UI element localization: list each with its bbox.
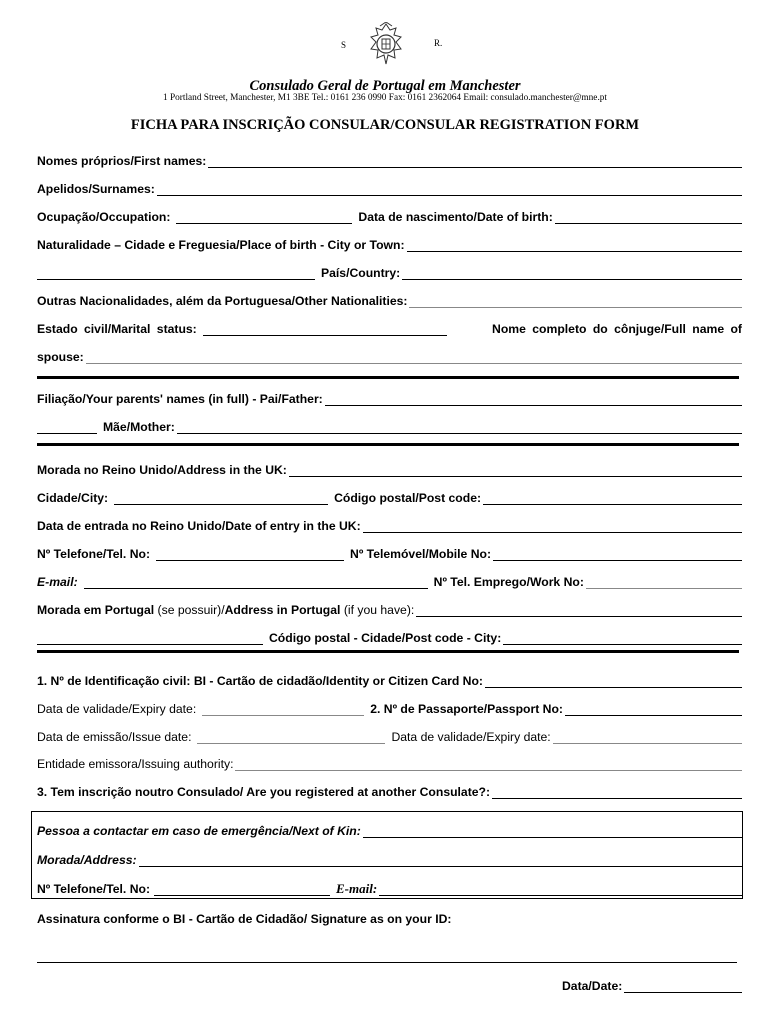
first-names-row — [37, 154, 742, 168]
portugal-address-label: Morada em Portugal — [37, 603, 155, 617]
emergency-address-label: Morada/Address: — [37, 853, 137, 867]
country-field[interactable] — [402, 268, 742, 280]
date-field[interactable] — [624, 981, 742, 993]
date-of-birth-label: Data de nascimento/Date of birth: — [358, 210, 553, 224]
other-nationalities-label: Outras Nacionalidades, além da Portuguesa/Other Nationalities: — [37, 294, 408, 308]
seal-letter-left: S — [341, 40, 347, 50]
date-label: Data/Date: — [562, 979, 623, 993]
mother-row — [37, 420, 742, 434]
place-of-birth-label: Naturalidade – Cidade e Freguesia/Place of birth - City or Town: — [37, 238, 405, 252]
spouse-label: spouse: — [37, 350, 84, 364]
city-label: Cidade/City: — [37, 491, 109, 505]
signature-row — [37, 912, 742, 926]
issuing-authority-row — [37, 757, 742, 771]
date-of-entry-row — [37, 519, 742, 533]
father-label: Filiação/Your parents' names (in full) - Pai/Father: — [37, 392, 323, 406]
date-of-entry-label: Data de entrada no Reino Unido/Date of entry in the UK: — [37, 519, 361, 533]
issue-expiry-row — [37, 730, 742, 744]
first-names-field[interactable] — [208, 156, 742, 168]
email-field[interactable] — [84, 577, 428, 589]
occupation-label: Ocupação/Occupation: — [37, 210, 171, 224]
uk-address-label: Morada no Reino Unido/Address in the UK: — [37, 463, 287, 477]
portugal-postcode-city-label: Código postal - Cidade/Post code - City: — [269, 631, 502, 645]
spouse-name-field[interactable] — [86, 352, 742, 364]
issuing-authority-label: Entidade emissora/Issuing authority: — [37, 757, 234, 771]
occupation-field[interactable] — [176, 212, 352, 224]
section-divider — [37, 443, 739, 446]
telephone-row — [37, 547, 742, 561]
emergency-telephone-label: Nº Telefone/Tel. No: — [37, 882, 151, 896]
mother-field[interactable] — [177, 422, 742, 434]
next-of-kin-row — [37, 824, 742, 838]
passport-issue-date-label: Data de emissão/Issue date: — [37, 730, 192, 744]
citizen-card-field[interactable] — [485, 676, 742, 688]
mother-label: Mãe/Mother: — [103, 420, 175, 434]
portugal-address-field[interactable] — [416, 605, 742, 617]
first-names-label: Nomes próprios/First names: — [37, 154, 207, 168]
marital-status-field[interactable] — [203, 324, 447, 336]
portugal-address-optional-pt: (se possuir)/ — [157, 603, 225, 617]
spouse-name-label: Nome completo do cônjuge/Full name of — [492, 322, 742, 336]
email-label: E-mail: — [37, 575, 78, 589]
marital-status-row — [37, 322, 742, 336]
emergency-address-field[interactable] — [139, 855, 742, 867]
post-code-label: Código postal/Post code: — [334, 491, 482, 505]
emergency-address-row — [37, 853, 742, 867]
citizen-card-label: 1. Nº de Identificação civil: BI - Cartão de cidadão/Identity or Citizen Card No: — [37, 674, 483, 688]
emergency-email-field[interactable] — [379, 884, 742, 896]
place-of-birth-field[interactable] — [407, 240, 743, 252]
date-of-birth-field[interactable] — [555, 212, 742, 224]
telephone-label: Nº Telefone/Tel. No: — [37, 547, 151, 561]
citizen-card-expiry-label: Data de validade/Expiry date: — [37, 702, 197, 716]
date-row — [562, 979, 742, 993]
work-no-field[interactable] — [586, 577, 742, 589]
post-code-field[interactable] — [483, 493, 742, 505]
signature-field[interactable] — [37, 962, 737, 963]
passport-expiry-label: Data de validade/Expiry date: — [391, 730, 551, 744]
consulate-address: 1 Portland Street, Manchester, M1 3BE Tel.: 0161 236 0990 Fax: 0161 2362064 Email: consulado.manchester@mne.pt — [163, 93, 607, 103]
mobile-field[interactable] — [493, 549, 742, 561]
emergency-telephone-field[interactable] — [154, 884, 330, 896]
portugal-postcode-row — [37, 631, 742, 645]
passport-label: 2. Nº de Passaporte/Passport No: — [370, 702, 563, 716]
expiry-passport-row — [37, 702, 742, 716]
surnames-field[interactable] — [157, 184, 742, 196]
issuing-authority-field[interactable] — [235, 759, 742, 771]
city-field[interactable] — [114, 493, 328, 505]
email-row — [37, 575, 742, 589]
other-consulate-label: 3. Tem inscrição noutro Consulado/ Are you registered at another Consulate?: — [37, 785, 491, 799]
other-nationalities-field[interactable] — [409, 296, 742, 308]
portugal-address-optional-en: (if you have): — [343, 603, 415, 617]
country-row — [37, 266, 742, 280]
surnames-row — [37, 182, 742, 196]
marital-status-label: Estado civil/Marital status: — [37, 322, 197, 336]
city-row — [37, 491, 742, 505]
passport-issue-date-field[interactable] — [197, 732, 385, 744]
father-row — [37, 392, 742, 406]
occupation-row — [37, 210, 742, 224]
country-label: País/Country: — [321, 266, 401, 280]
father-continued-field[interactable] — [37, 422, 97, 434]
passport-expiry-field[interactable] — [553, 732, 742, 744]
form-title: FICHA PARA INSCRIÇÃO CONSULAR/CONSULAR REGISTRATION FORM — [130, 117, 640, 133]
date-of-entry-field[interactable] — [363, 521, 742, 533]
other-consulate-row — [37, 785, 742, 799]
uk-address-field[interactable] — [289, 465, 742, 477]
next-of-kin-label: Pessoa a contactar em caso de emergência/Next of Kin: — [37, 824, 361, 838]
citizen-card-expiry-field[interactable] — [202, 704, 364, 716]
next-of-kin-field[interactable] — [363, 826, 742, 838]
place-of-birth-row — [37, 238, 742, 252]
father-field[interactable] — [325, 394, 742, 406]
emergency-email-label: E-mail: — [336, 882, 378, 896]
passport-field[interactable] — [565, 704, 742, 716]
section-divider — [37, 376, 739, 379]
signature-label: Assinatura conforme o BI - Cartão de Cidadão/ Signature as on your ID: — [37, 912, 452, 926]
other-nationalities-row — [37, 294, 742, 308]
portugal-postcode-city-field[interactable] — [503, 633, 742, 645]
uk-address-row — [37, 463, 742, 477]
work-no-label: Nº Tel. Emprego/Work No: — [433, 575, 584, 589]
other-consulate-field[interactable] — [492, 787, 742, 799]
citizen-card-row — [37, 674, 742, 688]
mobile-label: Nº Telemóvel/Mobile No: — [350, 547, 492, 561]
portugal-address-label-en: Address in Portugal — [224, 603, 341, 617]
emergency-phone-row — [37, 882, 742, 896]
place-of-birth-continued-field[interactable] — [37, 268, 315, 280]
section-divider — [37, 650, 739, 653]
portugal-address-continued-field[interactable] — [37, 633, 263, 645]
portugal-address-row — [37, 603, 742, 617]
portuguese-coat-of-arms-icon — [366, 22, 406, 71]
seal-letter-right: R. — [434, 38, 443, 48]
surnames-label: Apelidos/Surnames: — [37, 182, 155, 196]
consulate-title: Consulado Geral de Portugal em Manchester — [249, 78, 521, 94]
telephone-field[interactable] — [156, 549, 344, 561]
spouse-row — [37, 350, 742, 364]
